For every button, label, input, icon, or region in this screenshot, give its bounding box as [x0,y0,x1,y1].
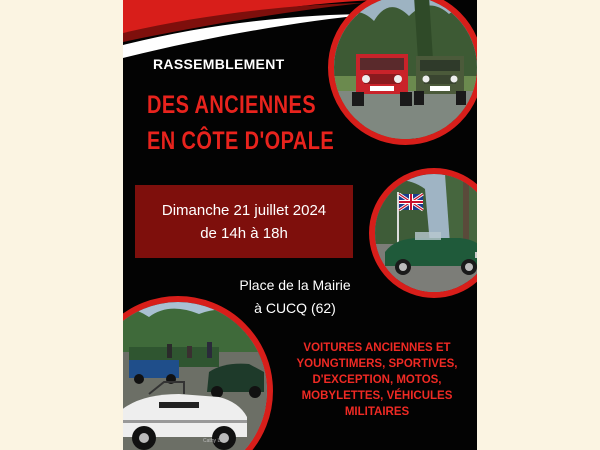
event-date: Dimanche 21 juillet 2024 [161,202,327,219]
place-line-1: Place de la Mairie [239,277,351,293]
place-line-2: à CUCQ (62) [254,300,336,316]
vehicles-line: MILITAIRES [344,406,410,418]
event-hours: de 14h à 18h [200,225,288,242]
vehicles-list [281,340,473,420]
photo-credit: Cathy L. [203,438,222,444]
two-jeeps-photo [328,0,477,145]
vehicles-line: YOUNGTIMERS, SPORTIVES, [296,358,458,370]
kicker-label: RASSEMBLEMENT [153,56,285,72]
date-box [135,185,353,258]
classic-cars-gathering-photo [123,296,273,450]
vehicles-line: MOBYLETTES, VÉHICULES [301,390,453,402]
vehicles-line: D'EXCEPTION, MOTOS, [312,374,442,386]
title-line-1: DES ANCIENNES [147,91,316,119]
event-poster [123,0,477,450]
title-line-2: EN CÔTE D'OPALE [147,127,335,155]
green-roadster-photo [369,168,477,298]
vehicles-line: VOITURES ANCIENNES ET [303,342,451,354]
